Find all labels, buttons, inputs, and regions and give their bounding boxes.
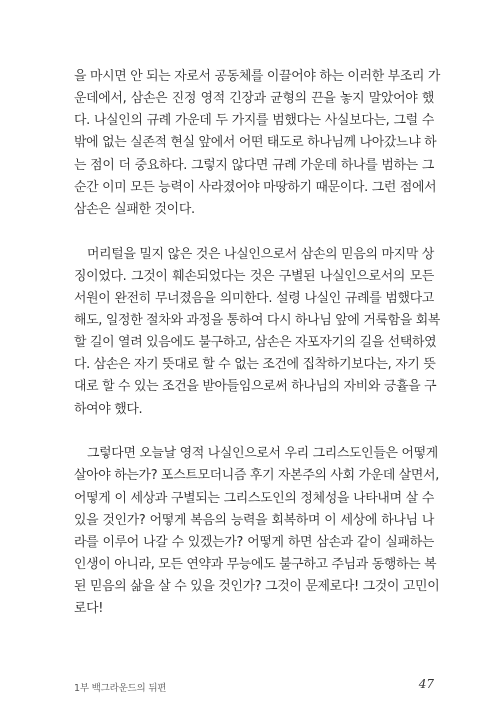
text-line: 살아야 하는가? 포스트모더니즘 후기 자본주의 사회 가운데 살면서, [74,468,440,484]
text-line: 있을 것인가? 어떻게 복음의 능력을 회복하며 이 세상에 하나님 나 [74,512,434,528]
text-line: 할 길이 열려 있음에도 불구하고, 삼손은 자포자기의 길을 선택하였 [74,335,437,351]
text-line: 해도, 일정한 절차와 과정을 통하여 다시 하나님 앞에 거룩함을 회복 [74,313,441,328]
paragraph-gap [74,421,434,444]
text-line: 머리털을 밀지 않은 것은 나실인으로서 삼손의 믿음의 마지막 상 [87,246,434,262]
paragraph-gap [74,221,434,244]
text-line: 어떻게 이 세상과 구별되는 그리스도인의 정체성을 나타내며 살 수 [74,490,434,506]
paragraph-3 [74,443,440,620]
text-line: 다. 삼손은 자기 뜻대로 할 수 없는 조건에 집착하기보다는, 자기 뜻 [74,357,436,373]
text-line: 는 점이 더 중요하다. 그렇지 않다면 규례 가운데 하나를 범하는 그 [74,157,434,173]
text-line: 삼손은 실패한 것이다. [74,201,195,217]
text-line: 하여야 했다. [74,401,143,417]
page-footer [74,679,434,695]
page-number: 47 [418,677,434,691]
text-line: 운데에서, 삼손은 진정 영적 긴장과 균형의 끈을 놓지 말았어야 했 [74,91,434,107]
text-line: 대로 할 수 있는 조건을 받아들임으로써 하나님의 자비와 긍휼을 구 [74,379,437,395]
paragraph-2 [74,244,441,421]
text-line: 로다! [74,601,104,617]
text-line: 징이었다. 그것이 훼손되었다는 것은 구별된 나실인으로서의 모든 [74,268,434,284]
text-line: 된 믿음의 삶을 살 수 있을 것인가? 그것이 문제로다! 그것이 고민이 [74,579,440,595]
paragraph-1 [74,66,441,221]
text-line: 인생이 아니라, 모든 연약과 무능에도 불구하고 주님과 동행하는 복 [74,557,437,572]
text-line: 그렇다면 오늘날 영적 나실인으로서 우리 그리스도인들은 어떻게 [87,446,438,462]
text-line: 순간 이미 모든 능력이 사라졌어야 마땅하기 때문이다. 그런 점에서 [74,179,437,195]
text-line: 밖에 없는 실존적 현실 앞에서 어떤 태도로 하나님께 나아갔느냐 하 [74,135,437,151]
text-line: 을 마시면 안 되는 자로서 공동체를 이끌어야 하는 이러한 부조리 가 [74,69,441,84]
text-line: 라를 이루어 나갈 수 있겠는가? 어떻게 하면 삼손과 같이 실패하는 [74,534,434,550]
body-text [74,66,441,620]
text-line: 서원이 완전히 무너졌음을 의미한다. 설령 나실인 규례를 범했다고 [74,290,434,306]
running-head: 1부 백그라운드의 뒤편 [74,683,167,694]
text-line: 다. 나실인의 규례 가운데 두 가지를 범했다는 사실보다는, 그럴 수 [74,113,434,129]
